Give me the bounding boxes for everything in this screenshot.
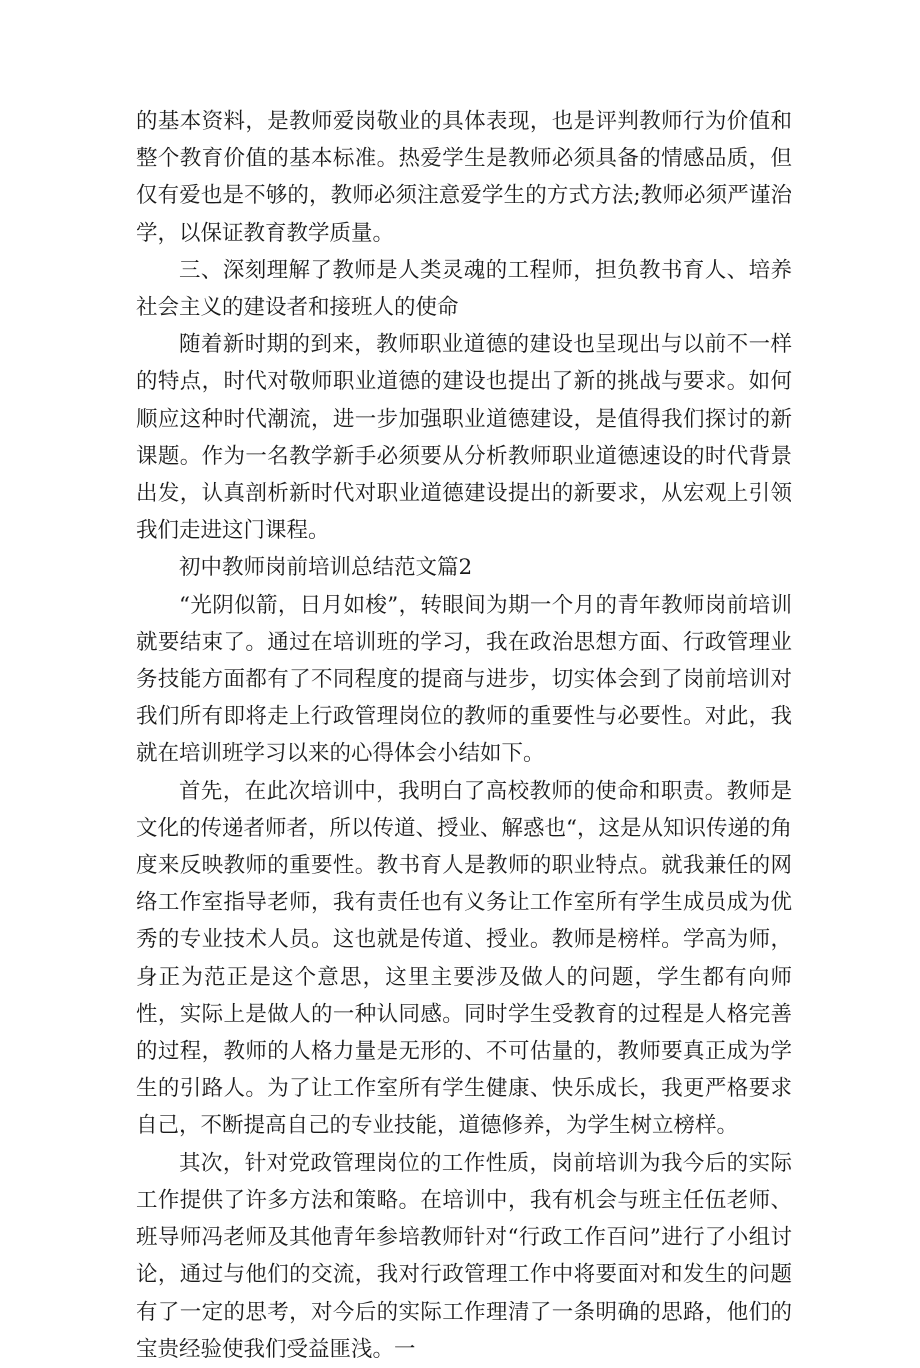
paragraph-new-era: 随着新时期的到来，教师职业道德的建设也呈现出与以前不一样的特点，时代对敬师职业道德的建设也提出了新的挑战与要求。如何顺应这种时代潮流，进一步加强职业道德建设，是值得我们探讨的新课题。作为一名教学新手必须要从分析教师职业道德速设的时代背景出发，认真剖析新时代对职业道德建设提出的新要求，从宏观上引领我们走进这门课程。 bbox=[136, 332, 792, 544]
article-title-2: 初中教师岗前培训总结范文篇2 bbox=[179, 555, 473, 581]
paragraph-second: 其次，针对党政管理岗位的工作性质，岗前培训为我今后的实际工作提供了许多方法和策略。在培训中，我有机会与班主任伍老师、班导师冯老师及其他青年参培教师针对“行政工作百问”进行了小组讨论，通过与他们的交流，我对行政管理工作中将要面对和发生的问题有了一定的思考，对今后的实际工作理清了一条明确的思路，他们的宝贵经验使我们受益匪浅。一 bbox=[136, 1150, 792, 1362]
document-body bbox=[136, 103, 792, 1368]
paragraph-continuation: 的基本资料，是教师爱岗敬业的具体表现，也是评判教师行为价值和整个教育价值的基本标准。热爱学生是教师必须具备的情感品质，但仅有爱也是不够的，教师必须注意爱学生的方式方法;教师必须严谨治学，以保证教育教学质量。 bbox=[136, 109, 792, 246]
section-heading-three: 三、深刻理解了教师是人类灵魂的工程师，担负教书育人、培养社会主义的建设者和接班人的使命 bbox=[136, 257, 792, 321]
paragraph-intro: “光阴似箭，日月如梭”，转眼间为期一个月的青年教师岗前培训就要结束了。通过在培训班的学习，我在政治思想方面、行政管理业务技能方面都有了不同程度的提商与进步，切实体会到了岗前培训对我们所有即将走上行政管理岗位的教师的重要性与必要性。对此，我就在培训班学习以来的心得体会小结如下。 bbox=[136, 592, 792, 767]
paragraph-first: 首先，在此次培训中，我明白了高校教师的使命和职责。教师是文化的传递者师者，所以传道、授业、解惑也“，这是从知识传递的角度来反映教师的重要性。教书育人是教师的职业特点。就我兼任的网络工作室指导老师，我有责任也有义务让工作室所有学生成员成为优秀的专业技术人员。这也就是传道、授业。教师是榜样。学高为师，身正为范正是这个意思，这里主要涉及做人的问题，学生都有向师性，实际上是做人的一种认同感。同时学生受教育的过程是人格完善的过程，教师的人格力量是无形的、不可估量的，教师要真正成为学生的引路人。为了让工作室所有学生健康、快乐成长，我更严格要求自己，不断提高自己的专业技能，道德修养，为学生树立榜样。 bbox=[136, 778, 792, 1139]
